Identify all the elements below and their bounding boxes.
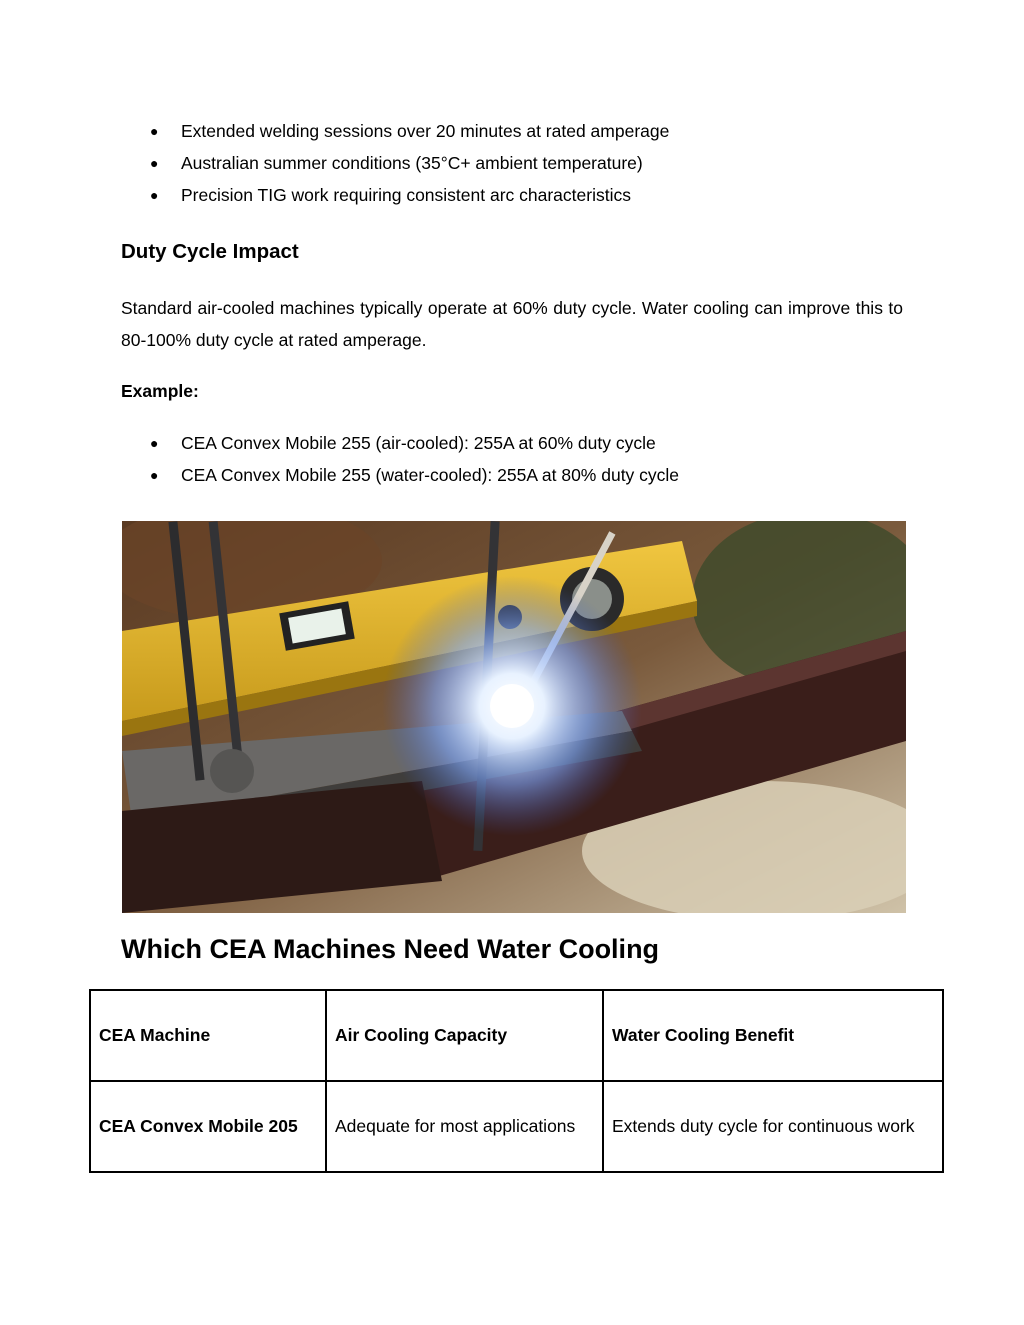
example-label: Example:: [121, 381, 199, 401]
welding-photo-icon: [122, 521, 906, 913]
duty-cycle-paragraph: Standard air-cooled machines typically operate at 60% duty cycle. Water cooling can improve this to 80-100% duty cycle at rated amperage.: [121, 298, 903, 350]
table-header-row: [90, 990, 943, 1081]
machines-table: [89, 989, 944, 1173]
table-header-cell: Water Cooling Benefit: [603, 990, 943, 1081]
machines-heading: Which CEA Machines Need Water Cooling: [121, 934, 660, 964]
table-header-cell: CEA Machine: [90, 990, 326, 1081]
bullet-icon: ●: [150, 155, 159, 171]
table-cell: Adequate for most applications: [326, 1081, 603, 1172]
bullet-icon: ●: [150, 187, 159, 203]
duty-cycle-heading: Duty Cycle Impact: [121, 240, 299, 263]
bullet-icon: ●: [150, 123, 159, 139]
table-cell: CEA Convex Mobile 205: [90, 1081, 326, 1172]
bullet-icon: ●: [150, 435, 159, 451]
table-cell: Extends duty cycle for continuous work: [603, 1081, 943, 1172]
bullet-icon: ●: [150, 467, 159, 483]
table-header-cell: Air Cooling Capacity: [326, 990, 603, 1081]
table-row: [90, 1081, 943, 1172]
welding-photo: [122, 521, 906, 913]
